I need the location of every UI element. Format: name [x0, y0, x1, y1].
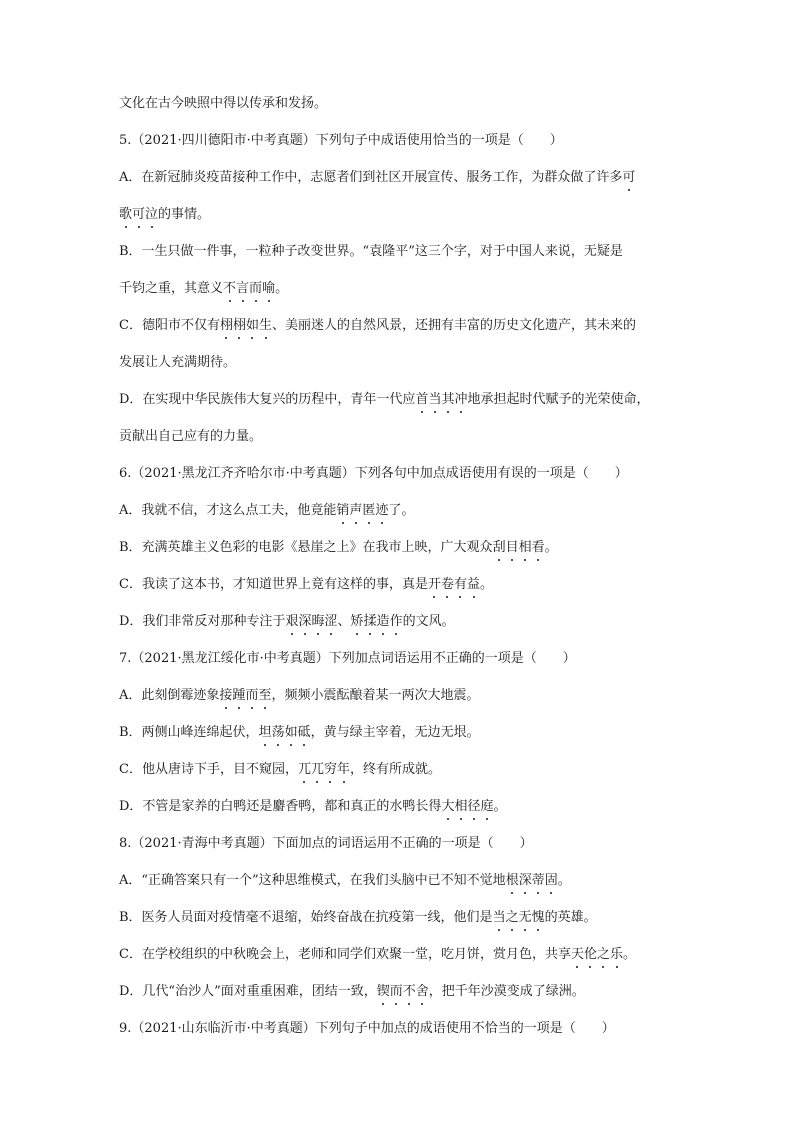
text-line — [119, 318, 636, 334]
text-segment: A．在新冠肺炎疫苗接种工作中，志愿者们到社区开展宣传、服务工作，为群众做了许多 — [119, 170, 623, 185]
text-line — [119, 1021, 615, 1037]
text-segment: 的事情。 — [158, 207, 211, 222]
text-segment: 8.（2021·青海中考真题）下面加点的词语运用不正确的一项是（ ） — [119, 836, 533, 851]
dotted-idiom: 矫揉造作 — [350, 614, 403, 629]
dotted-idiom: 兀兀穷年 — [297, 762, 351, 777]
text-segment: A．此刻倒霉迹象 — [119, 688, 220, 703]
dotted-idiom: 刮目相看 — [492, 540, 545, 555]
dotted-idiom: 开卷有益 — [427, 577, 481, 592]
text-segment: ，把千年沙漠变成了绿洲。 — [428, 984, 585, 999]
text-segment: C．他从唐诗下手，目不窥园， — [119, 762, 298, 777]
dotted-idiom: 接踵而至 — [219, 688, 272, 703]
text-segment: 。 — [480, 577, 494, 592]
text-segment: ，频频小震酝酿着某一两次大地震。 — [271, 688, 480, 703]
text-line — [119, 577, 493, 593]
text-segment: 贡献出自己应有的力量。 — [119, 429, 263, 444]
text-segment: ，黄与绿主宰着，无边无垠。 — [310, 725, 480, 740]
text-segment: 、美丽迷人的自然风景，还拥有丰富的历史文化遗产，其未来的 — [272, 318, 637, 333]
text-segment: B．两侧山峰连绵起伏， — [119, 725, 259, 740]
dotted-idiom: 天伦之乐 — [570, 947, 624, 962]
text-line — [119, 133, 563, 149]
text-segment: D．我们非常反对那种专注于 — [119, 614, 286, 629]
text-line — [119, 392, 650, 408]
text-segment: 6.（2021·黑龙江齐齐哈尔市·中考真题）下列各句中加点成语使用有误的一项是（ ） — [119, 466, 628, 481]
text-segment: B．充满英雄主义色彩的电影《悬崖之上》在我市上映，广大观众 — [119, 540, 493, 555]
text-segment: A．“正确答案只有一个”这种思维模式，在我们头脑中已不知不觉地 — [119, 873, 506, 888]
text-line — [119, 503, 414, 519]
text-segment: 7.（2021·黑龙江绥化市·中考真题）下列加点词语运用不正确的一项是（ ） — [119, 651, 576, 666]
text-line — [119, 947, 636, 963]
text-line — [119, 614, 455, 630]
dotted-idiom: 可 — [622, 170, 636, 185]
dotted-idiom: 首当其冲 — [415, 392, 468, 407]
text-line — [119, 466, 628, 482]
text-line — [119, 799, 507, 815]
text-line — [119, 244, 623, 260]
dotted-idiom: 坦荡如砥 — [258, 725, 311, 740]
text-line — [119, 96, 327, 112]
text-line — [119, 540, 558, 556]
text-line — [119, 910, 597, 926]
text-segment: 。 — [544, 540, 558, 555]
text-segment: 、 — [337, 614, 351, 629]
text-segment: 发展让人充满期待。 — [119, 355, 237, 370]
text-segment: 。 — [623, 947, 637, 962]
text-line — [119, 207, 210, 223]
text-line — [119, 762, 441, 778]
text-segment: 。 — [275, 281, 289, 296]
text-line — [119, 725, 480, 741]
text-line — [119, 651, 576, 667]
dotted-idiom: 大相径庭 — [441, 799, 494, 814]
text-line — [119, 688, 479, 704]
text-segment: D．在实现中华民族伟大复兴的历程中，青年一代应 — [119, 392, 416, 407]
dotted-idiom: 销声匿迹 — [336, 503, 389, 518]
text-line — [119, 836, 533, 852]
text-segment: B．医务人员面对疫情毫不退缩，始终奋战在抗疫第一线，他们是 — [119, 910, 493, 925]
text-segment: D．不管是家养的白鸭还是麝香鸭，都和真正的水鸭长得 — [119, 799, 442, 814]
text-line — [119, 281, 288, 297]
dotted-idiom: 根深蒂固 — [505, 873, 558, 888]
dotted-idiom: 栩栩如生 — [219, 318, 273, 333]
text-segment: 千钧之重，其意义 — [119, 281, 224, 296]
text-line — [119, 429, 262, 445]
text-segment: 。 — [493, 799, 507, 814]
text-segment: 5.（2021·四川德阳市·中考真题）下列句子中成语使用恰当的一项是（ ） — [119, 133, 563, 148]
text-line — [119, 984, 585, 1000]
text-segment: 的英雄。 — [544, 910, 597, 925]
text-line — [119, 170, 635, 186]
dotted-idiom: 艰深晦涩 — [285, 614, 338, 629]
text-segment: 地承担起时代赋予的光荣使命， — [467, 392, 650, 407]
text-segment: D．几代“治沙人”面对重重困难，团结一致， — [119, 984, 377, 999]
text-line — [119, 873, 571, 889]
text-segment: C．我读了这本书，才知道世界上竟有这样的事，真是 — [119, 577, 428, 592]
text-segment: 9.（2021·山东临沂市·中考真题）下列句子中加点的成语使用不恰当的一项是（ ） — [119, 1021, 615, 1036]
text-segment: C．在学校组织的中秋晚会上，老师和同学们欢聚一堂，吃月饼，赏月色，共享 — [119, 947, 571, 962]
text-segment: 。 — [557, 873, 571, 888]
text-segment: 了。 — [388, 503, 415, 518]
text-segment: 文化在古今映照中得以传承和发扬。 — [119, 96, 328, 111]
text-segment: ，终有所成就。 — [350, 762, 442, 777]
text-segment: C．德阳市不仅有 — [119, 318, 220, 333]
dotted-idiom: 锲而不舍 — [376, 984, 429, 999]
text-segment: B．一生只做一件事，一粒种子改变世界。“袁隆平”这三个字，对于中国人来说，无疑是 — [119, 244, 623, 259]
text-segment: A．我就不信，才这么点工夫，他竟能 — [119, 503, 337, 518]
text-line — [119, 355, 236, 371]
text-segment: 的文风。 — [402, 614, 455, 629]
dotted-idiom: 不言而喻 — [223, 281, 276, 296]
dotted-idiom: 当之无愧 — [492, 910, 545, 925]
dotted-idiom: 歌可泣 — [119, 207, 159, 222]
